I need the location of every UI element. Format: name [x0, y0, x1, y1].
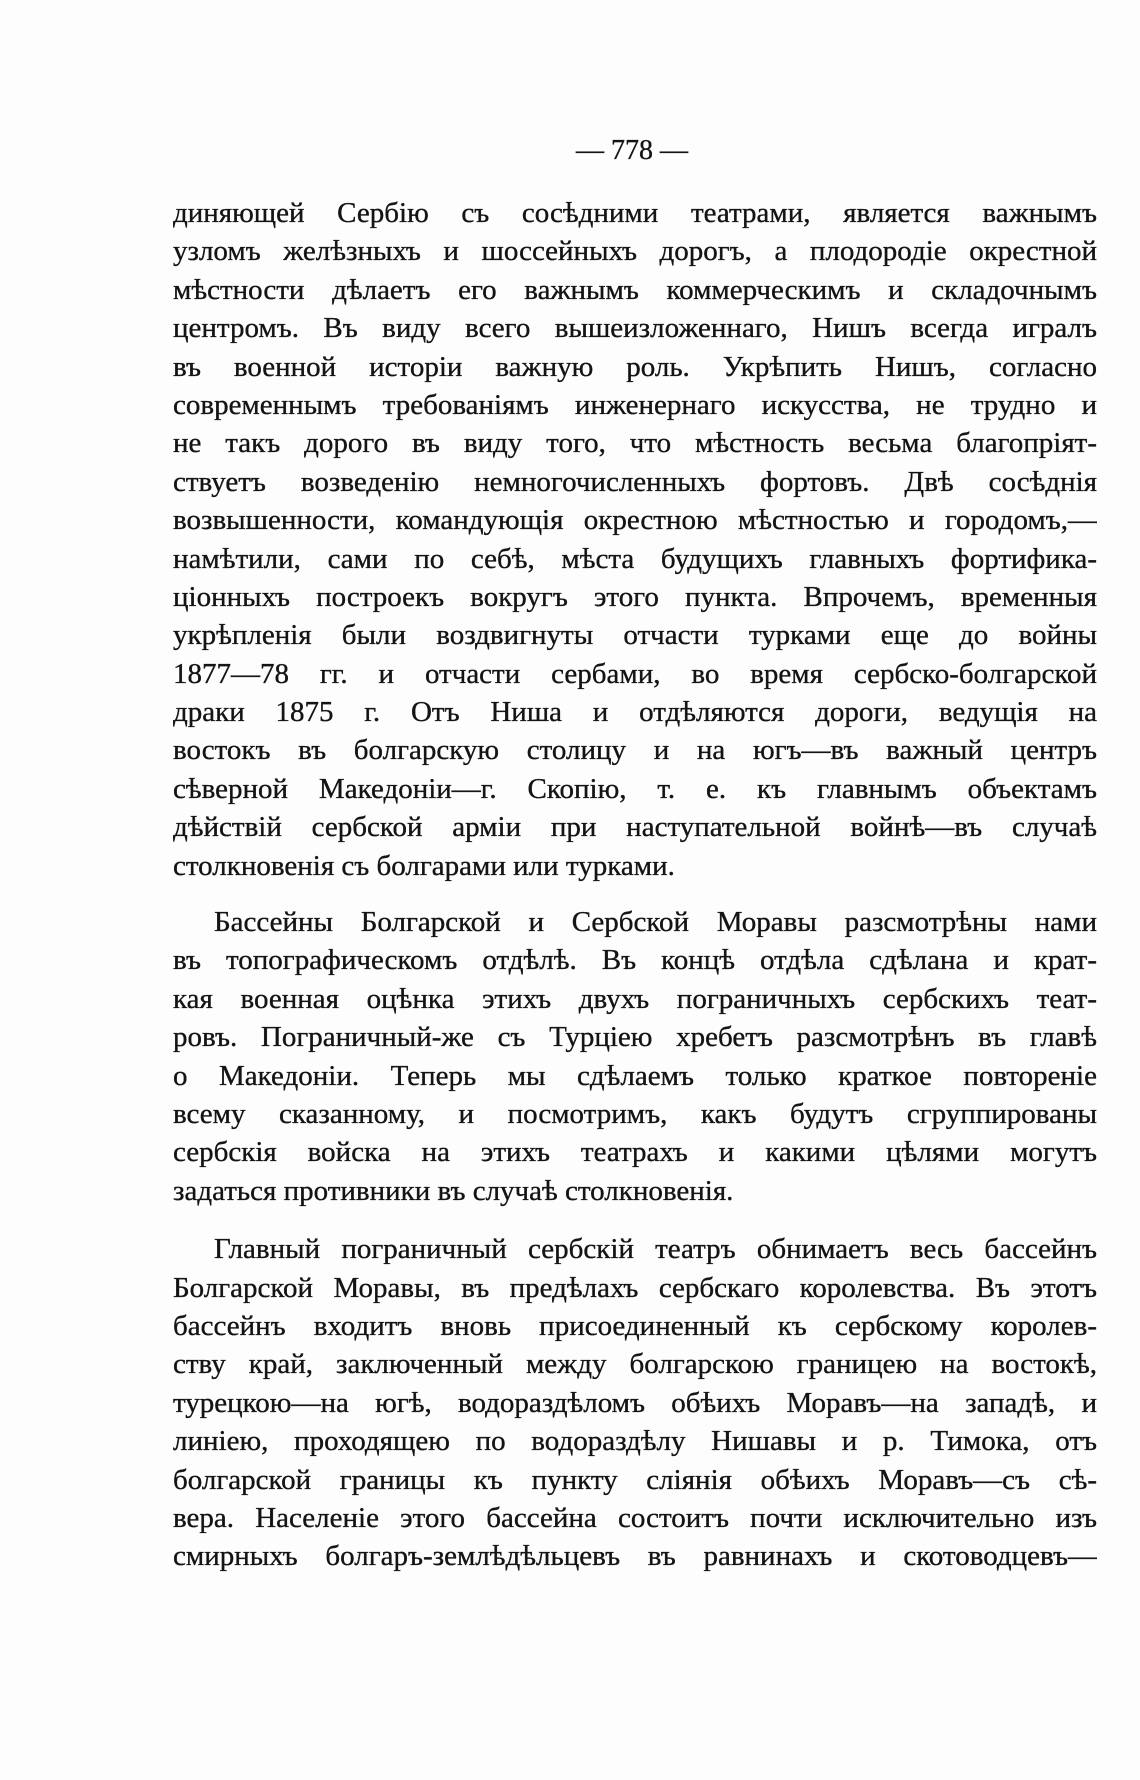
text-line: сербскія войска на этихъ театрахъ и какими цѣлями могутъ	[173, 1136, 1097, 1169]
text-line: турецкою—на югѣ, водораздѣломъ обѣихъ Моравъ—на западѣ, и	[173, 1386, 1097, 1419]
page-number: — 778 —	[576, 135, 688, 166]
text-line: 1877—78 гг. и отчасти сербами, во время сербско-болгарской	[173, 657, 1097, 690]
text-line: востокъ въ болгарскую столицу и на югъ—въ важный центръ	[173, 734, 1097, 767]
text-line: о Македоніи. Теперь мы сдѣлаемъ только краткое повтореніе	[173, 1059, 1097, 1092]
paragraph-1	[173, 194, 1097, 885]
text-line: узломъ желѣзныхъ и шоссейныхъ дорогъ, а плодородіе окрестной	[173, 235, 1097, 268]
text-line: намѣтили, сами по себѣ, мѣста будущихъ главныхъ фортифика-	[173, 542, 1097, 575]
text-line: смирныхъ болгаръ-землѣдѣльцевъ въ равнинахъ и скотоводцевъ—	[173, 1540, 1097, 1573]
text-line: диняющей Сербію съ сосѣдними театрами, является важнымъ	[173, 197, 1097, 229]
text-line: укрѣпленія были воздвигнуты отчасти турками еще до войны	[173, 619, 1097, 652]
text-line: всему сказанному, и посмотримъ, какъ будутъ сгруппированы	[173, 1097, 1097, 1130]
text-line: болгарской границы къ пункту сліянія обѣихъ Моравъ—съ сѣ-	[173, 1463, 1097, 1496]
text-line: мѣстности дѣлаетъ его важнымъ коммерческимъ и складочнымъ	[173, 273, 1097, 306]
text-line: задаться противники въ случаѣ столкновенія.	[173, 1174, 734, 1207]
text-line: сѣверной Македоніи—г. Скопію, т. е. къ главнымъ объектамъ	[173, 772, 1097, 805]
text-line: центромъ. Въ виду всего вышеизложеннаго, Нишъ всегда игралъ	[173, 312, 1097, 345]
text-line: Болгарской Моравы, въ предѣлахъ сербскаго королевства. Въ этотъ	[173, 1271, 1097, 1304]
text-line: въ топографическомъ отдѣлѣ. Въ концѣ отдѣла сдѣлана и крат-	[173, 944, 1097, 977]
text-line: возвышенности, командующія окрестною мѣстностью и городомъ,—	[173, 504, 1097, 537]
text-line: линіею, проходящею по водораздѣлу Нишавы и р. Тимока, отъ	[173, 1425, 1097, 1458]
paragraph-3	[173, 1230, 1097, 1576]
text-line: Главный пограничный сербскій театръ обнимаетъ весь бассейнъ	[214, 1233, 1097, 1266]
text-line: Бассейны Болгарской и Сербской Моравы разсмотрѣны нами	[214, 906, 1097, 939]
text-line: въ военной исторіи важную роль. Укрѣпить Нишъ, согласно	[173, 350, 1097, 383]
text-line: драки 1875 г. Отъ Ниша и отдѣляются дороги, ведущія на	[173, 696, 1097, 729]
text-line: кая военная оцѣнка этихъ двухъ пограничныхъ сербскихъ теат-	[173, 982, 1097, 1015]
text-line: ствуетъ возведенію немногочисленныхъ фортовъ. Двѣ сосѣднія	[173, 465, 1097, 498]
text-line: современнымъ требованіямъ инженернаго искусства, не трудно и	[173, 388, 1097, 421]
text-line: ству край, заключенный между болгарскою границею на востокѣ,	[173, 1348, 1097, 1381]
text-line: ціонныхъ построекъ вокругъ этого пункта. Впрочемъ, временныя	[173, 580, 1097, 613]
text-line: дѣйствій сербской арміи при наступательной войнѣ—въ случаѣ	[173, 811, 1097, 844]
text-line: столкновенія съ болгарами или турками.	[173, 849, 675, 882]
text-line: вера. Населеніе этого бассейна состоитъ почти исключительно изъ	[173, 1501, 1097, 1534]
text-line: не такъ дорого въ виду того, что мѣстность весьма благопріят-	[173, 427, 1097, 460]
paragraph-2	[173, 903, 1097, 1210]
body-text	[173, 194, 1097, 1576]
text-line: ровъ. Пограничный-же съ Турціею хребетъ разсмотрѣнъ въ главѣ	[173, 1021, 1097, 1054]
text-line: бассейнъ входитъ вновь присоединенный къ сербскому королев-	[173, 1309, 1097, 1342]
